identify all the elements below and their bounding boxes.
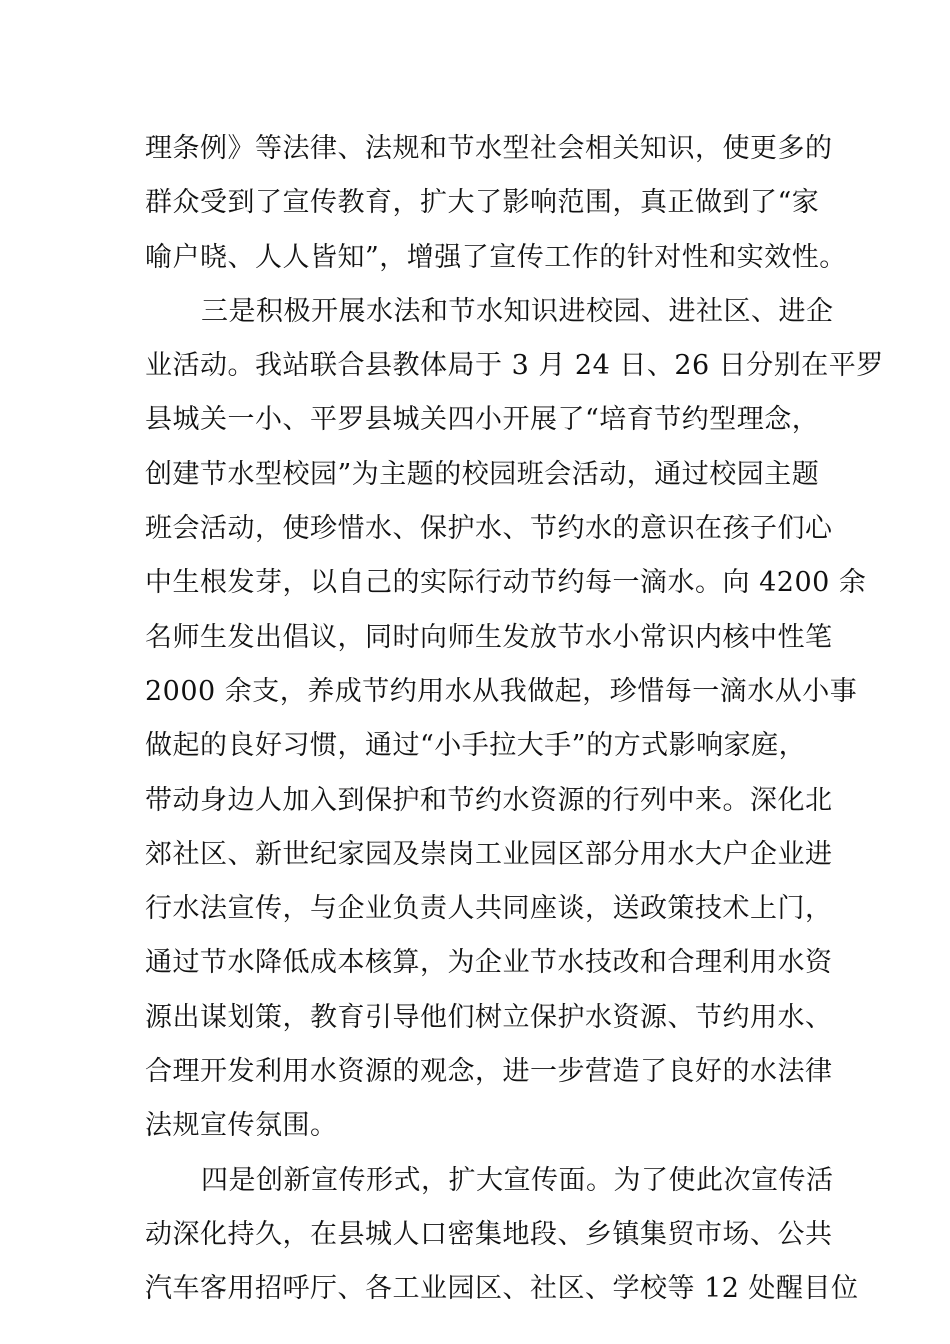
text-line: 行水法宣传，与企业负责人共同座谈，送政策技术上门， xyxy=(145,893,833,925)
text-line: 动深化持久，在县城人口密集地段、乡镇集贸市场、公共 xyxy=(145,1218,833,1250)
text-line: 汽车客用招呼厅、各工业园区、社区、学校等 12 处醒目位 xyxy=(145,1273,859,1305)
text-line: 名师生发出倡议，同时向师生发放节水小常识内核中性笔 xyxy=(145,621,833,653)
text-line: 业活动。我站联合县教体局于 3 月 24 日、26 日分别在平罗 xyxy=(145,350,884,382)
text-line: 创建节水型校园”为主题的校园班会活动，通过校园主题 xyxy=(145,458,820,490)
text-line: 理条例》等法律、法规和节水型社会相关知识，使更多的 xyxy=(145,133,833,164)
text-line: 源出谋划策，教育引导他们树立保护水资源、节约用水、 xyxy=(145,1001,833,1033)
text-line: 做起的良好习惯，通过“小手拉大手”的方式影响家庭， xyxy=(145,730,807,762)
paragraph-first-line: 四是创新宣传形式，扩大宣传面。为了使此次宣传活 xyxy=(201,1164,834,1196)
text-line: 合理开发利用水资源的观念，进一步营造了良好的水法律 xyxy=(145,1056,833,1088)
text-line: 中生根发芽，以自己的实际行动节约每一滴水。向 4200 余 xyxy=(145,567,867,599)
text-line: 带动身边人加入到保护和节约水资源的行列中来。深化北 xyxy=(145,784,833,816)
text-line: 法规宣传氛围。 xyxy=(145,1110,338,1142)
text-line: 2000 余支，养成节约用水从我做起，珍惜每一滴水从小事 xyxy=(145,675,858,707)
text-line: 群众受到了宣传教育，扩大了影响范围，真正做到了“家 xyxy=(145,187,820,219)
document-body xyxy=(145,122,884,1317)
text-line: 县城关一小、平罗县城关四小开展了“培育节约型理念， xyxy=(145,404,820,436)
text-line: 班会活动，使珍惜水、保护水、节约水的意识在孩子们心 xyxy=(145,513,833,545)
text-line: 郊社区、新世纪家园及崇岗工业园区部分用水大户企业进 xyxy=(145,838,833,870)
text-line: 通过节水降低成本核算，为企业节水技改和合理利用水资 xyxy=(145,947,833,979)
paragraph-first-line: 三是积极开展水法和节水知识进校园、进社区、进企 xyxy=(201,295,834,327)
text-line: 喻户晓、人人皆知”，增强了宣传工作的针对性和实效性。 xyxy=(145,241,847,273)
